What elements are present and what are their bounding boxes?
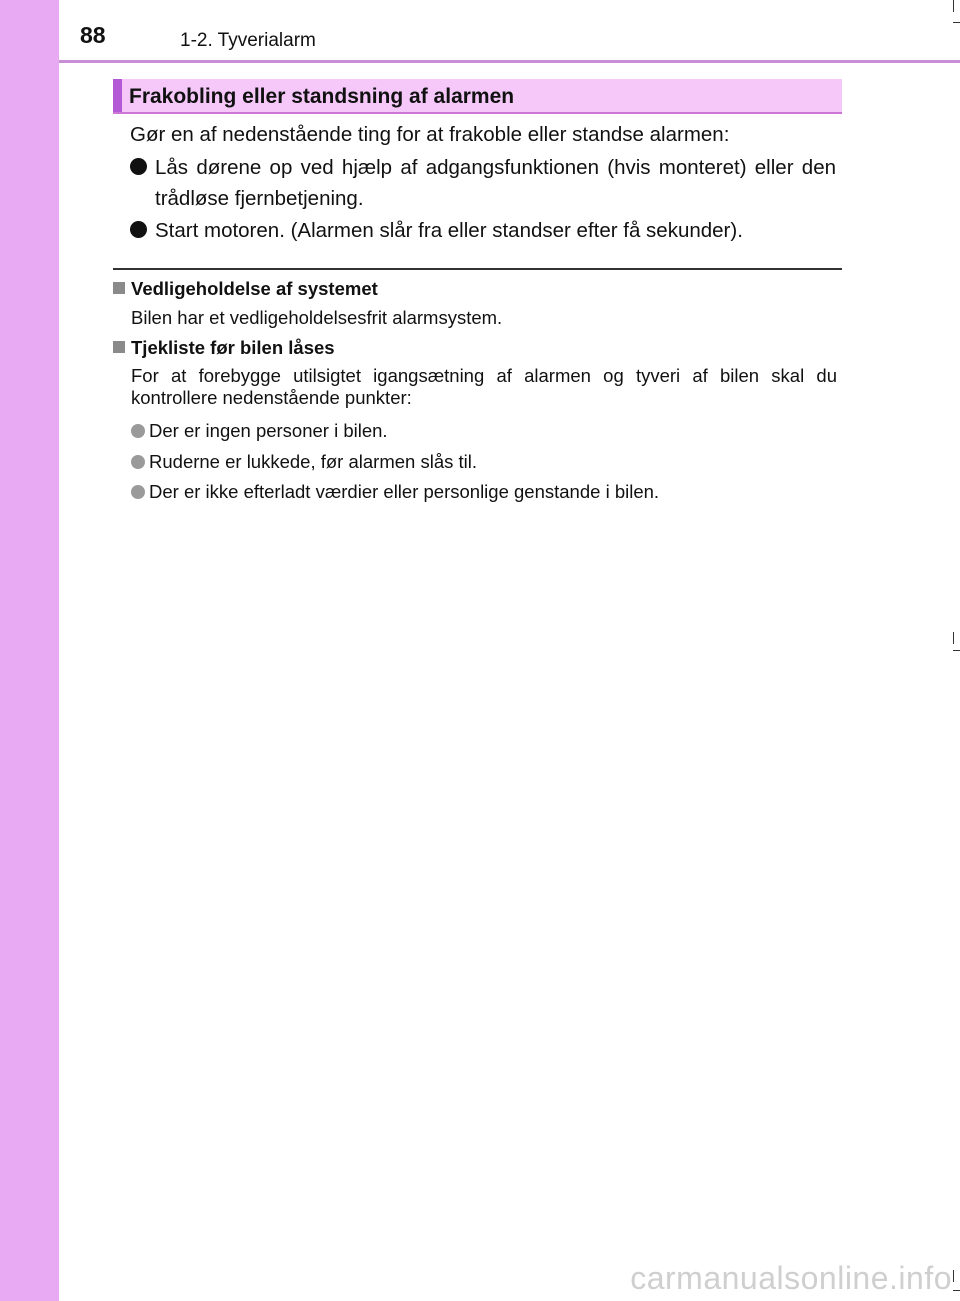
- section-heading: Frakobling eller standsning af alarmen: [129, 85, 515, 108]
- crop-mark-top-tick: [953, 22, 960, 23]
- bullet-text: Start motoren. (Alarmen slår fra eller standser efter få sekunder).: [155, 219, 743, 242]
- intro-text: Gør en af nedenstående ting for at frakoble eller standse alarmen:: [130, 123, 730, 146]
- notes-divider: [113, 268, 842, 270]
- bullet-text: Lås dørene op ved hjælp af adgangsfunktionen (hvis monteret) eller den trådløse fjernbetjening.: [155, 156, 836, 210]
- round-bullet-icon: [131, 485, 145, 499]
- note-heading: [113, 337, 335, 359]
- square-bullet-icon: [113, 341, 125, 353]
- checklist-item: [131, 420, 388, 442]
- checklist-text: Der er ikke efterladt værdier eller personlige genstande i bilen.: [149, 481, 660, 502]
- bullet-icon: [130, 221, 147, 238]
- note-body: For at forebygge utilsigtet igangsætning af alarmen og tyveri af bilen skal du kontrollere nedenstående punkter:: [131, 365, 837, 408]
- heading-accent: [113, 79, 122, 112]
- watermark: carmanualsonline.info: [630, 1260, 952, 1296]
- crop-mark-top: [953, 0, 954, 12]
- checklist-item: [131, 451, 477, 473]
- page-number: 88: [80, 22, 106, 48]
- checklist-text: Der er ingen personer i bilen.: [149, 420, 388, 441]
- note-heading: [113, 278, 378, 300]
- section-label: 1-2. Tyverialarm: [180, 30, 316, 51]
- bullet-icon: [130, 158, 147, 175]
- crop-mark-middle: [953, 632, 954, 644]
- crop-mark-bottom: [953, 1270, 954, 1282]
- bullet-item: [130, 215, 836, 246]
- crop-mark-middle-tick: [953, 650, 960, 651]
- note-title: Vedligeholdelse af systemet: [131, 278, 378, 299]
- round-bullet-icon: [131, 424, 145, 438]
- note-body: Bilen har et vedligeholdelsesfrit alarmsystem.: [131, 307, 503, 328]
- header-rule: [59, 60, 960, 63]
- square-bullet-icon: [113, 282, 125, 294]
- round-bullet-icon: [131, 455, 145, 469]
- bullet-item: [130, 152, 836, 214]
- crop-mark-bottom-tick: [953, 1290, 960, 1291]
- note-title: Tjekliste før bilen låses: [131, 337, 335, 358]
- checklist-item: [131, 481, 659, 503]
- section-heading-bar: [113, 79, 842, 114]
- side-tab-strip: [0, 0, 59, 1301]
- checklist-text: Ruderne er lukkede, før alarmen slås til.: [149, 451, 477, 472]
